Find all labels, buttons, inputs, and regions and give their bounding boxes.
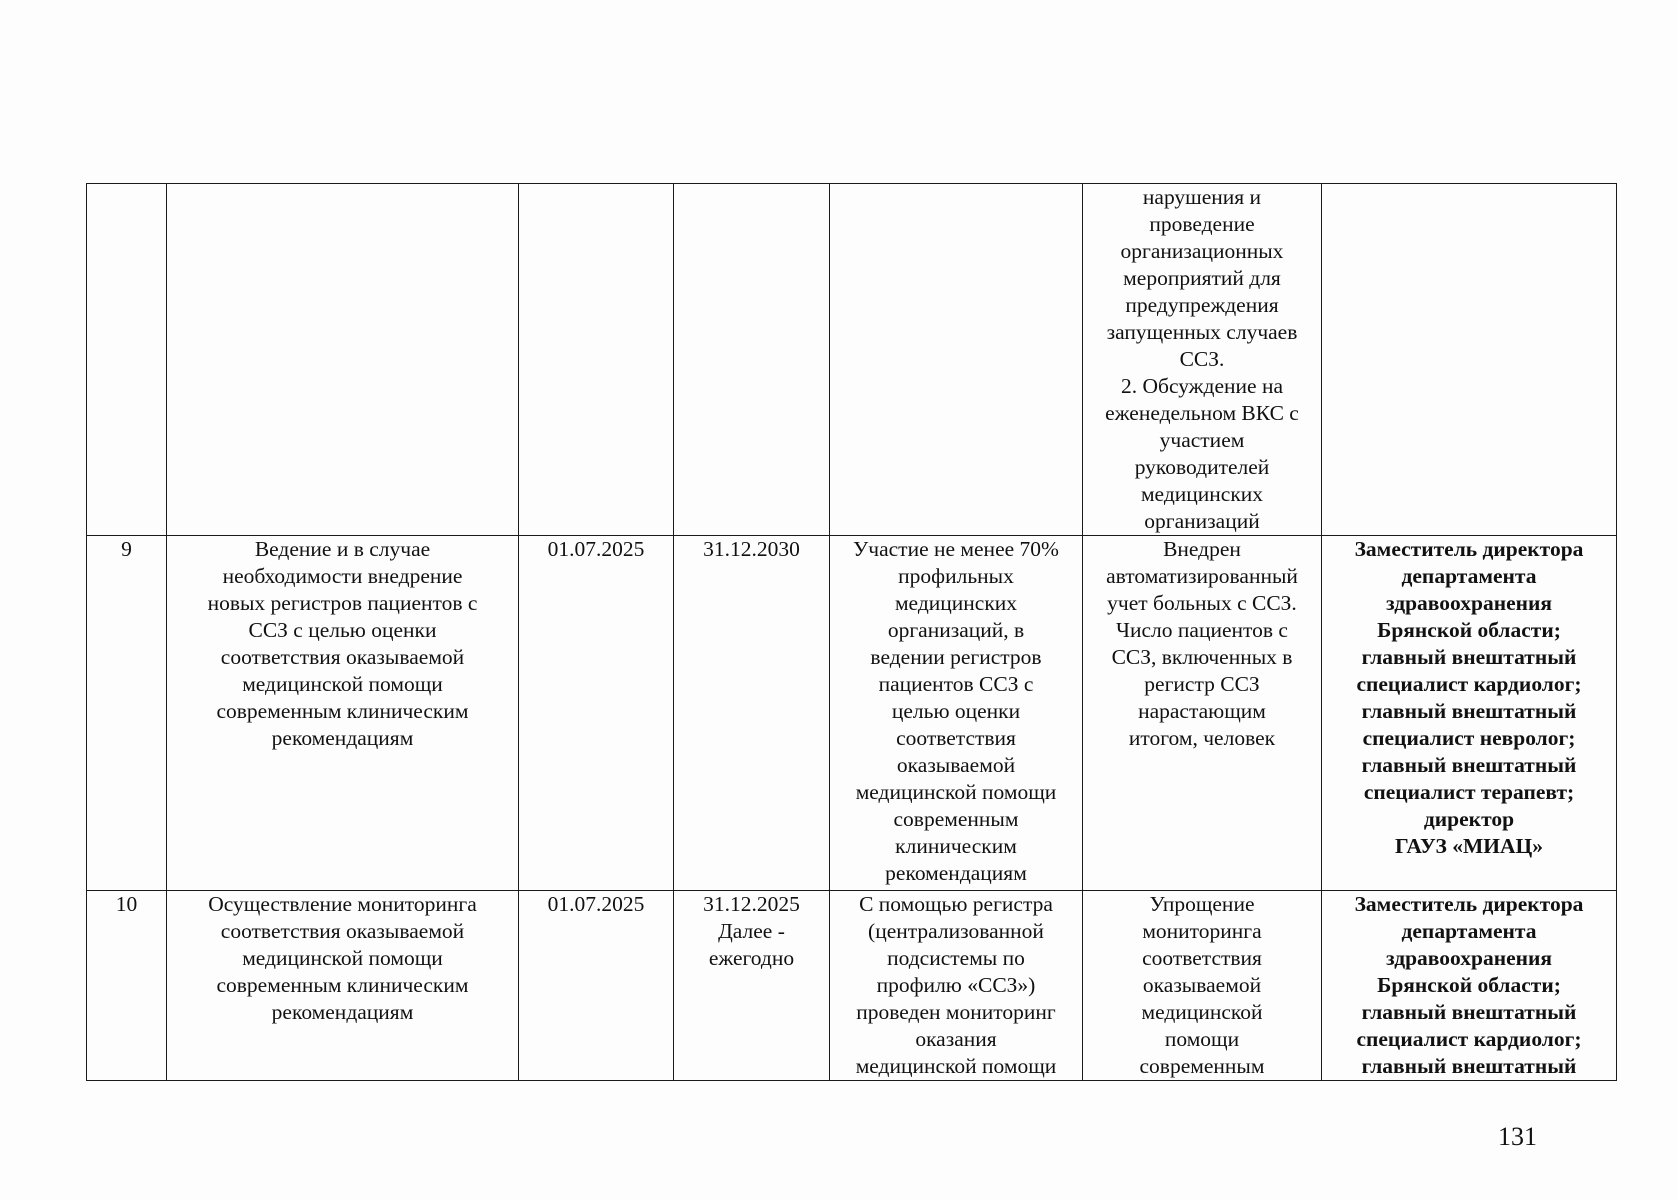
cell-line: оказываемой xyxy=(1142,973,1262,997)
cell-line: рекомендациям xyxy=(271,1000,414,1024)
cell-line: специалист кардиолог; xyxy=(1356,672,1582,696)
cell-line: итогом, человек xyxy=(1128,726,1276,750)
cell-line: главный внештатный xyxy=(1361,699,1577,723)
cell-line: специалист кардиолог; xyxy=(1356,1027,1582,1051)
cell-line: 31.12.2030 xyxy=(703,537,800,561)
cell-line: регистр ССЗ xyxy=(1144,672,1260,696)
cell-num: 10 xyxy=(87,891,167,1081)
cell-line: руководителей xyxy=(1134,455,1270,479)
cell-line: специалист терапевт; xyxy=(1363,780,1575,804)
cell-line: Брянской области; xyxy=(1377,973,1561,997)
cell-end-date xyxy=(674,184,830,536)
cell-line: С помощью регистра xyxy=(859,892,1053,916)
cell-start-date: 01.07.2025 xyxy=(519,891,674,1081)
cell-activity xyxy=(167,536,519,891)
cell-line: автоматизированный xyxy=(1106,564,1298,588)
cell-line: оказания xyxy=(915,1027,997,1051)
cell-line: рекомендациям xyxy=(271,726,414,750)
cell-line: профильных xyxy=(898,564,1014,588)
cell-line: соответствия оказываемой xyxy=(220,919,465,943)
cell-line: 31.12.2025 xyxy=(703,892,800,916)
page-number: 131 xyxy=(1498,1122,1537,1151)
cell-result xyxy=(1083,891,1322,1081)
cell-line: (централизованной xyxy=(868,919,1044,943)
cell-line: департамента xyxy=(1401,919,1537,943)
cell-responsible xyxy=(1322,536,1617,891)
cell-activity xyxy=(167,891,519,1081)
cell-line: подсистемы по xyxy=(887,946,1025,970)
cell-line: Внедрен xyxy=(1163,537,1241,561)
cell-line: профилю «ССЗ») xyxy=(876,973,1036,997)
cell-line: нарастающим xyxy=(1138,699,1266,723)
cell-line: проведение xyxy=(1149,212,1255,236)
cell-activity xyxy=(167,184,519,536)
cell-end-date xyxy=(674,536,830,891)
cell-line: ведении регистров xyxy=(870,645,1042,669)
cell-start-date xyxy=(519,184,674,536)
cell-result xyxy=(1083,536,1322,891)
cell-line: 2. Обсуждение на xyxy=(1120,374,1283,398)
cell-line: медицинской помощи xyxy=(242,946,443,970)
cell-line: помощи xyxy=(1164,1027,1240,1051)
cell-line: Ведение и в случае xyxy=(254,537,431,561)
cell-line: ССЗ. xyxy=(1179,347,1225,371)
cell-line: соответствия xyxy=(896,726,1016,750)
cell-line: ежегодно xyxy=(708,946,795,970)
cell-line: Число пациентов с xyxy=(1116,618,1288,642)
cell-line: Заместитель директора xyxy=(1354,892,1584,916)
cell-line: медицинских xyxy=(1140,482,1264,506)
cell-line: предупреждения xyxy=(1125,293,1279,317)
cell-line: современным xyxy=(893,807,1019,831)
cell-line: ССЗ, включенных в xyxy=(1111,645,1293,669)
cell-line: необходимости внедрение xyxy=(222,564,463,588)
cell-indicator xyxy=(830,891,1083,1081)
cell-line: Брянской области; xyxy=(1377,618,1561,642)
cell-line: организаций xyxy=(1144,509,1260,533)
cell-line: здравоохранения xyxy=(1385,591,1553,615)
cell-line: главный внештатный xyxy=(1361,1000,1577,1024)
cell-line: главный внештатный xyxy=(1361,753,1577,777)
cell-line: современным xyxy=(1139,1054,1265,1078)
cell-indicator xyxy=(830,536,1083,891)
cell-line: главный внештатный xyxy=(1361,1054,1577,1078)
cell-line: Осуществление мониторинга xyxy=(208,892,477,916)
cell-line: Участие не менее 70% xyxy=(853,537,1059,561)
cell-line: департамента xyxy=(1401,564,1537,588)
cell-line: мероприятий для xyxy=(1123,266,1281,290)
cell-line: соответствия xyxy=(1142,946,1262,970)
cell-responsible xyxy=(1322,891,1617,1081)
cell-indicator xyxy=(830,184,1083,536)
cell-line: еженедельном ВКС с xyxy=(1105,401,1299,425)
cell-line: директор xyxy=(1423,807,1515,831)
cell-line: оказываемой xyxy=(896,753,1016,777)
cell-line: современным клиническим xyxy=(216,973,469,997)
cell-line: медицинских xyxy=(894,591,1018,615)
cell-start-date: 01.07.2025 xyxy=(519,536,674,891)
cell-line: главный внештатный xyxy=(1361,645,1577,669)
cell-line: целью оценки xyxy=(891,699,1021,723)
table-row xyxy=(87,184,1617,536)
cell-line: мониторинга xyxy=(1142,919,1262,943)
cell-line: Упрощение xyxy=(1149,892,1255,916)
cell-line: медицинской xyxy=(1141,1000,1263,1024)
cell-line: пациентов ССЗ с xyxy=(878,672,1034,696)
cell-line: ССЗ с целью оценки xyxy=(248,618,437,642)
cell-line: соответствия оказываемой xyxy=(220,645,465,669)
cell-line: медицинской помощи xyxy=(855,1054,1057,1078)
cell-line: клиническим xyxy=(895,834,1017,858)
cell-line: специалист невролог; xyxy=(1362,726,1576,750)
cell-line: участием xyxy=(1159,428,1245,452)
cell-line: нарушения и xyxy=(1142,185,1262,209)
cell-line: медицинской помощи xyxy=(855,780,1057,804)
cell-line: проведен мониторинг xyxy=(856,1000,1056,1024)
cell-line: Далее - xyxy=(718,919,785,943)
cell-end-date xyxy=(674,891,830,1081)
cell-line: ГАУЗ «МИАЦ» xyxy=(1395,834,1543,858)
cell-line: здравоохранения xyxy=(1385,946,1553,970)
cell-line: запущенных случаев xyxy=(1106,320,1298,344)
cell-line: организаций, в xyxy=(887,618,1025,642)
measures-table xyxy=(86,183,1617,1081)
cell-result xyxy=(1083,184,1322,536)
cell-line: рекомендациям xyxy=(885,861,1027,885)
table-row xyxy=(87,536,1617,891)
cell-line: новых регистров пациентов с xyxy=(207,591,478,615)
cell-line: Заместитель директора xyxy=(1354,537,1584,561)
cell-num xyxy=(87,184,167,536)
cell-line: медицинской помощи xyxy=(242,672,443,696)
cell-line: учет больных с ССЗ. xyxy=(1107,591,1297,615)
cell-num: 9 xyxy=(87,536,167,891)
cell-line: организационных xyxy=(1120,239,1284,263)
cell-line: современным клиническим xyxy=(216,699,469,723)
table-row xyxy=(87,891,1617,1081)
cell-responsible xyxy=(1322,184,1617,536)
